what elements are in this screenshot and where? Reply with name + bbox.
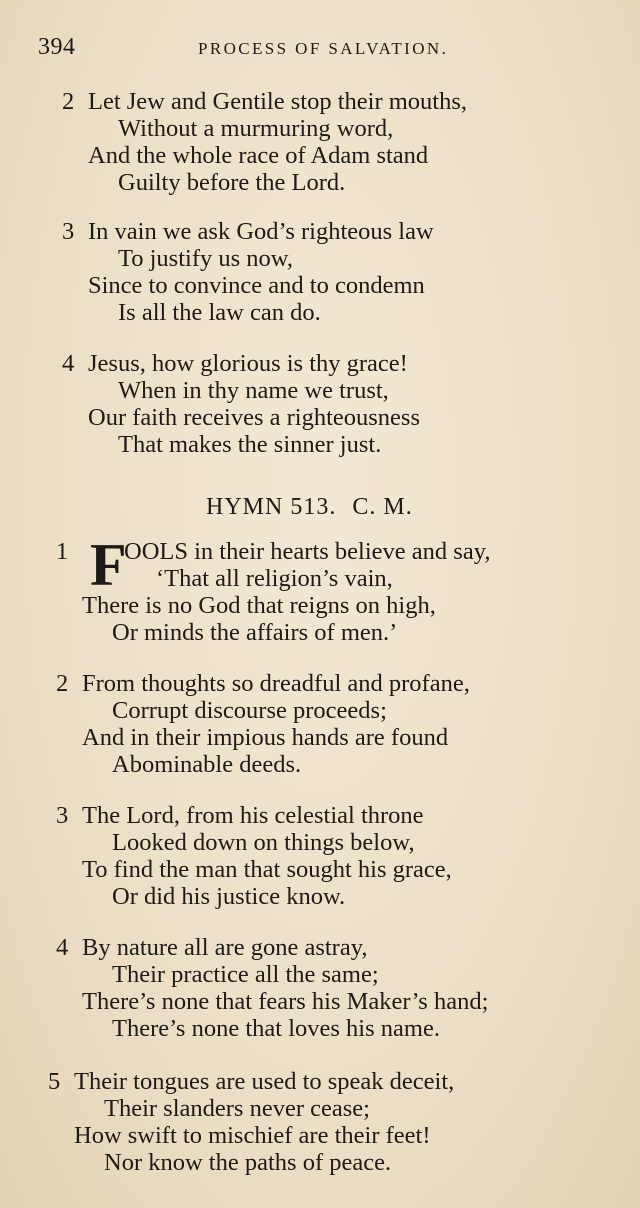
drop-cap: F xyxy=(90,532,127,598)
verse-line: When in thy name we trust, xyxy=(118,377,389,404)
stanza-number: 5 xyxy=(48,1068,61,1095)
stanza-number: 3 xyxy=(62,218,75,245)
verse-line: Or did his justice know. xyxy=(112,883,346,910)
verse-line: That makes the sinner just. xyxy=(118,431,382,458)
verse-line: Nor know the paths of peace. xyxy=(104,1149,392,1176)
verse-line: Their slanders never cease; xyxy=(104,1095,370,1122)
page-number: 394 xyxy=(38,34,76,60)
verse-line: Or minds the affairs of men.’ xyxy=(112,619,398,646)
verse-line: ‘That all religion’s vain, xyxy=(156,565,393,592)
stanza-3 xyxy=(56,802,452,910)
stanza-number: 4 xyxy=(56,934,69,961)
stanza-3-previous-hymn xyxy=(62,218,434,326)
verse-line: How swift to mischief are their feet! xyxy=(74,1122,431,1149)
stanza-number: 3 xyxy=(56,802,69,829)
verse-line: Guilty before the Lord. xyxy=(118,169,346,196)
verse-line: Our faith receives a righteousness xyxy=(88,404,420,431)
verse-line: And the whole race of Adam stand xyxy=(88,142,429,169)
stanza-2-previous-hymn xyxy=(62,88,467,196)
stanza-2 xyxy=(56,670,470,778)
stanza-number: 4 xyxy=(62,350,75,377)
verse-line: There is no God that reigns on high, xyxy=(82,592,436,619)
verse-line: Jesus, how glorious is thy grace! xyxy=(88,350,408,377)
stanza-number: 1 xyxy=(56,538,69,565)
stanza-number: 2 xyxy=(62,88,75,115)
stanza-4 xyxy=(56,934,488,1042)
verse-line: Looked down on things below, xyxy=(112,829,415,856)
stanza-5 xyxy=(48,1068,454,1176)
verse-line: The Lord, from his celestial throne xyxy=(82,802,424,829)
verse-line: There’s none that loves his name. xyxy=(112,1015,440,1042)
stanza-number: 2 xyxy=(56,670,69,697)
verse-line: To find the man that sought his grace, xyxy=(82,856,452,883)
page-header xyxy=(38,34,598,70)
hymn-number: HYMN 513. xyxy=(206,494,337,520)
verse-line: Is all the law can do. xyxy=(118,299,321,326)
verse-line: To justify us now, xyxy=(118,245,294,272)
verse-line: By nature all are gone astray, xyxy=(82,934,368,961)
verse-line: Without a murmuring word, xyxy=(118,115,394,142)
verse-line: There’s none that fears his Maker’s hand; xyxy=(82,988,489,1015)
stanza-4-previous-hymn xyxy=(62,350,420,458)
verse-line: OOLS in their hearts believe and say, xyxy=(124,538,491,565)
verse-line: Since to convince and to condemn xyxy=(88,272,425,299)
running-head: PROCESS OF SALVATION. xyxy=(198,39,449,58)
verse-line: Let Jew and Gentile stop their mouths, xyxy=(88,88,467,115)
verse-line: And in their impious hands are found xyxy=(82,724,449,751)
stanza-1 xyxy=(56,532,491,646)
verse-line: Their tongues are used to speak deceit, xyxy=(74,1068,455,1095)
verse-line: From thoughts so dreadful and profane, xyxy=(82,670,470,697)
verse-line: Corrupt discourse proceeds; xyxy=(112,697,387,724)
hymn-title xyxy=(206,494,413,521)
hymn-meter: C. M. xyxy=(352,494,413,520)
verse-line: Their practice all the same; xyxy=(112,961,379,988)
verse-line: Abominable deeds. xyxy=(112,751,302,778)
verse-line: In vain we ask God’s righteous law xyxy=(88,218,434,245)
